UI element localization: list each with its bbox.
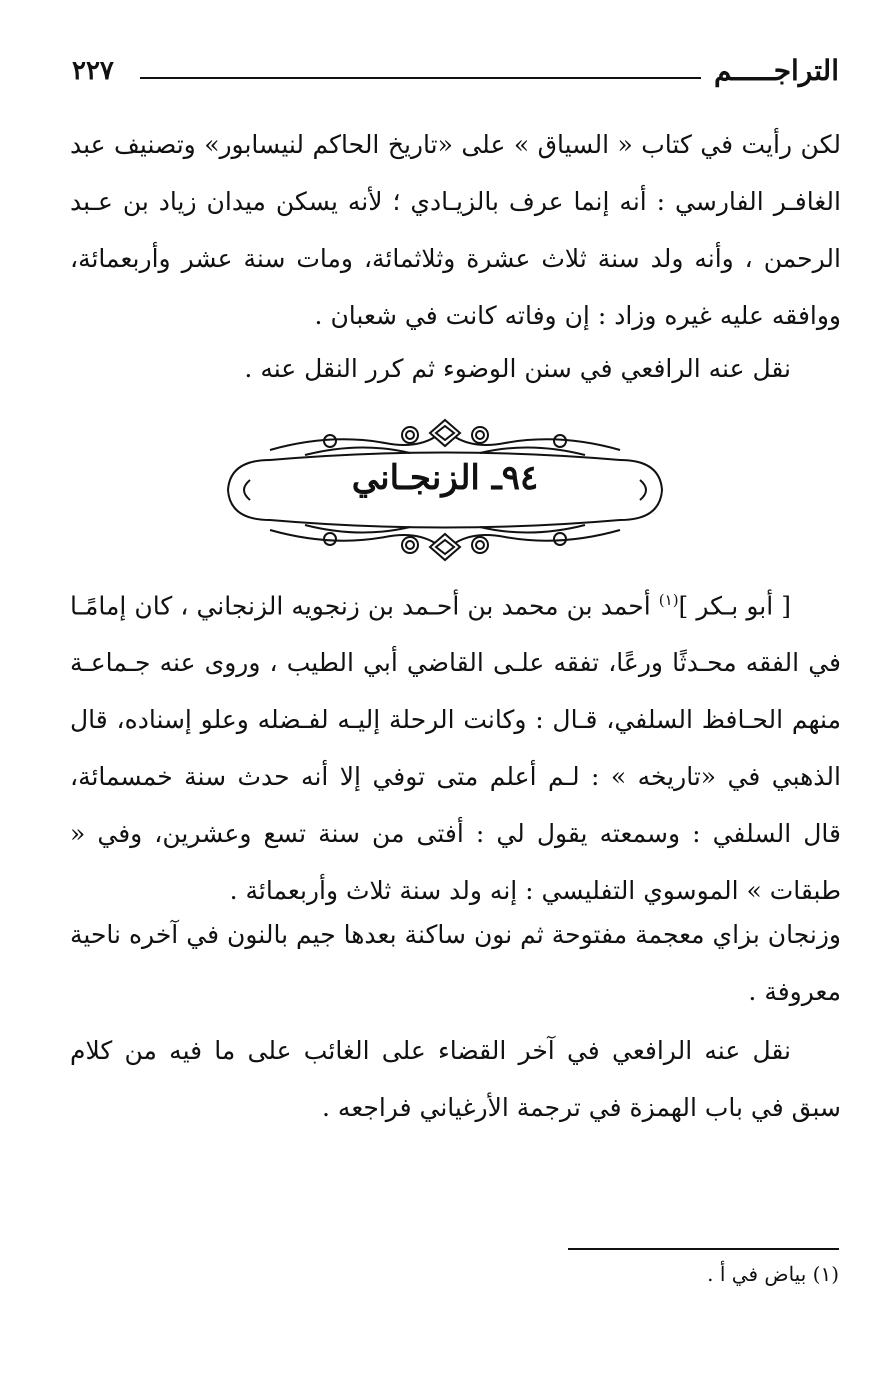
paragraph-1: لكن رأيت في كتاب « السياق » على «تاريخ الحاكم لنيسابور» وتصنيف عبد الغافـر الفارسي : أنه إنما عرف بالزيـادي ؛ لأنه يسكن ميدان زياد بن عـبد الرحمن ، وأنه ولد سنة ثلاث عشرة وثلاثمائة، ومات سنة عشر وأربعمائة، ووافقه عليه غيره وزاد : إن وفاته كانت في شعبان . [70,130,841,330]
kunya-bracket: [ أبو بـكر ] [678,591,791,621]
header-rule [140,77,701,79]
footnote: (١) بياض في أ . [707,1262,839,1286]
paragraph-block [70,340,841,397]
paragraph-block [70,906,841,1020]
paragraph-5: نقل عنه الرافعي في آخر القضاء على الغائب على ما فيه من كلام سبق في باب الهمزة في ترجمة الأرغياني فراجعه . [70,1036,841,1122]
paragraph-2: نقل عنه الرافعي في سنن الوضوء ثم كرر النقل عنه . [244,354,791,383]
paragraph-block [70,116,841,344]
running-header-title: التراجـــــم [714,54,839,87]
paragraph-block [70,1022,841,1136]
paragraph-4: وزنجان بزاي معجمة مفتوحة ثم نون ساكنة بعدها جيم بالنون في آخره ناحية معروفة . [70,920,841,1006]
section-heading: ٩٤ـ الزنجـاني [351,458,539,498]
footnote-rule [568,1248,839,1250]
footnote-marker: (١) [658,591,679,609]
page-number: ٢٢٧ [72,56,114,86]
paragraph-3-body: أحمد بن محمد بن أحـمد بن زنجويه الزنجاني ، كان إمامًـا في الفقه محـدثًا ورعًا، تفقه علـى القاضي أبي الطيب ، وروى عنه جـماعـة منهم الحـافظ السلفي، قـال : وكانت الرحلة إليـه لفـضله وعلو إسناده، قال الذهبي في «تاريخه » : لـم أعلم متى توفي إلا أنه حدث سنة خمسمائة، قال السلفي : وسمعته يقول لي : أفتى من سنة تسع وعشرين، وفي « طبقات » الموسوي التفليسي : إنه ولد سنة ثلاث وأربعمائة . [70,591,841,906]
paragraph-block [70,572,841,919]
paragraph-3 [70,572,841,919]
